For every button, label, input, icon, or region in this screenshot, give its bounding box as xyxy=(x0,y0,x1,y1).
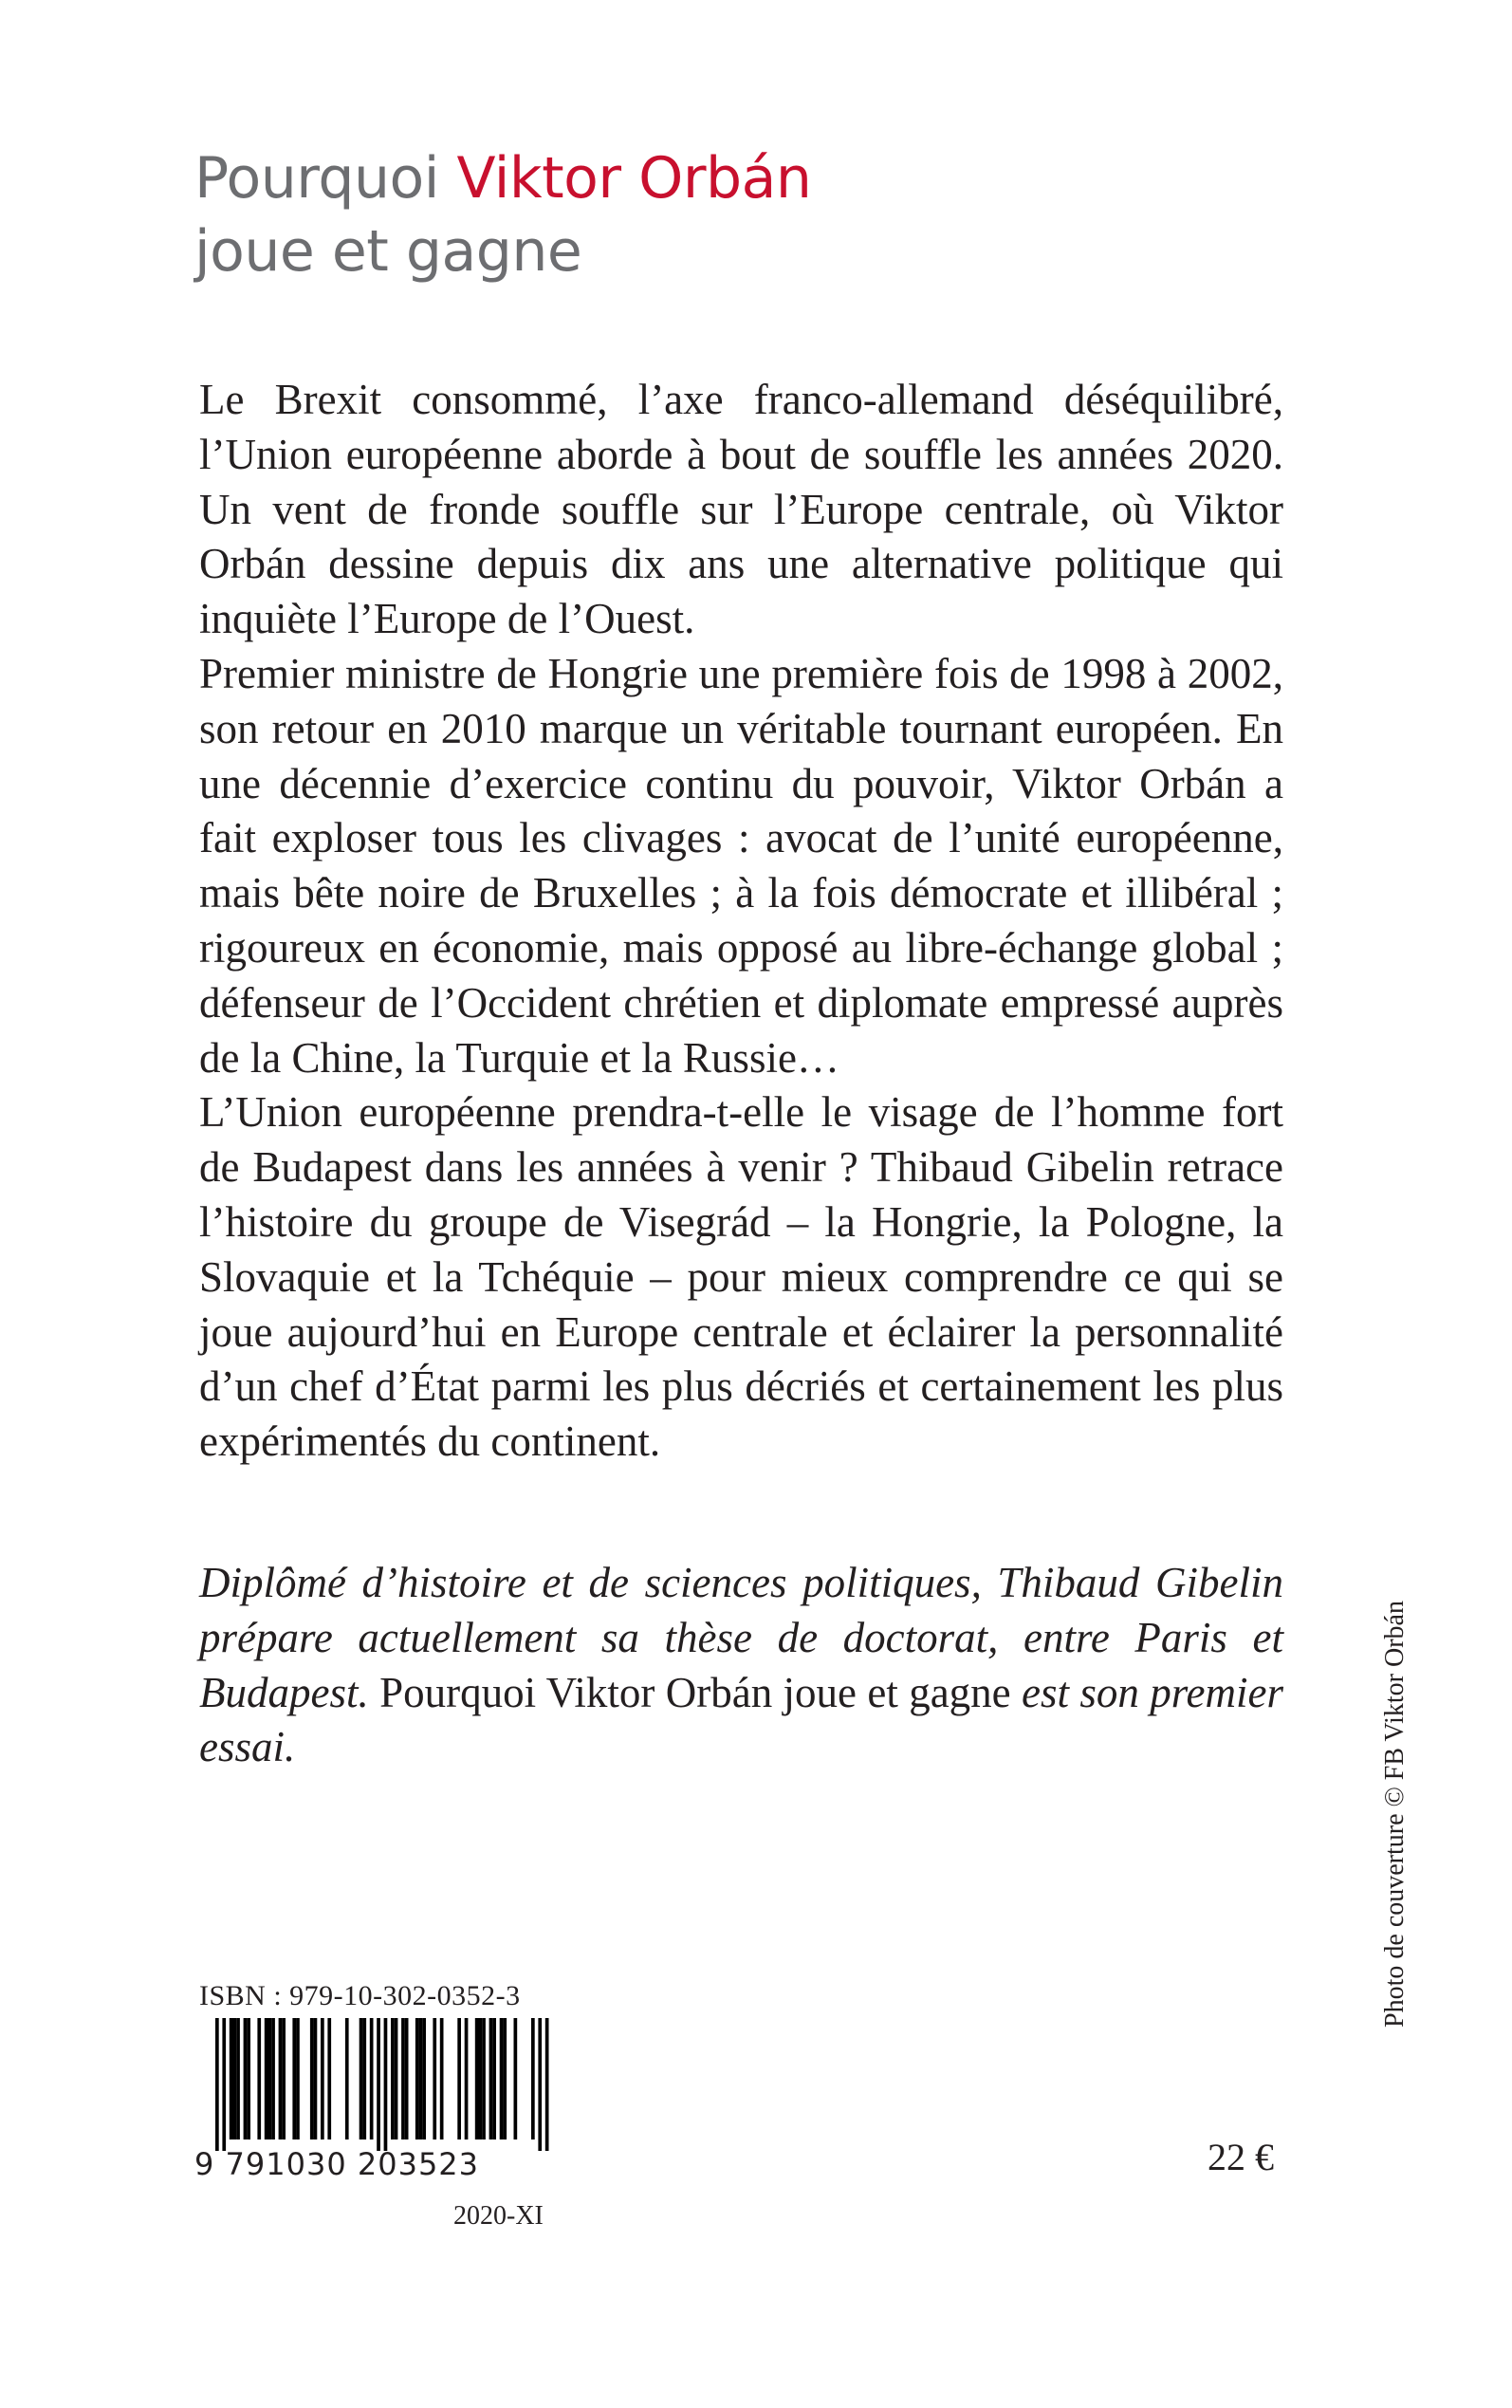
barcode-bar xyxy=(457,2018,461,2139)
photo-credit-text: Photo de couverture © FB Viktor Orbán xyxy=(1380,1601,1410,2028)
author-bio xyxy=(199,1556,1283,1775)
barcode-bar xyxy=(310,2018,314,2139)
barcode-bar xyxy=(492,2018,496,2139)
barcode-bar xyxy=(538,2018,542,2151)
blurb-paragraph-1: Le Brexit consommé, l’axe franco-allemand déséquilibré, l’Union européenne aborde à bout de souffle les années 2020. Un vent de fronde souffle sur l’Europe centrale, où Viktor Orbán dessine depuis dix ans une alternative politique qui inquiète l’Europe de l’Ouest. xyxy=(199,376,1283,643)
barcode-bar xyxy=(360,2018,363,2139)
barcode-bar xyxy=(514,2018,518,2139)
barcode-bar xyxy=(479,2018,483,2139)
barcode-bar xyxy=(236,2018,240,2139)
bio-italic-1: Diplômé d’histoire et de sciences politiques, Thibaud Gibelin prépare actuellement sa thèse de doctorat, entre Paris et Budapest. xyxy=(199,1559,1283,1716)
barcode-bar xyxy=(362,2018,366,2139)
bio-italic-2: est son premier essai. xyxy=(199,1668,1283,1771)
barcode-bar xyxy=(465,2018,469,2139)
barcode-bar xyxy=(531,2018,535,2139)
title-part1: Pourquoi xyxy=(194,145,457,212)
title-part2: joue et gagne xyxy=(194,218,582,285)
barcode-bar xyxy=(391,2018,395,2139)
barcode-bar xyxy=(268,2018,272,2139)
barcode-digits: 9 791030 203523 xyxy=(194,2146,480,2182)
barcode-bar xyxy=(265,2018,268,2139)
title-name: Viktor Orbán xyxy=(456,145,812,212)
barcode-bar xyxy=(545,2018,549,2151)
barcode-bar xyxy=(482,2018,486,2139)
barcode-bar xyxy=(370,2018,374,2139)
book-title xyxy=(194,142,1333,288)
barcode-bar xyxy=(415,2018,419,2139)
barcode-bar xyxy=(440,2018,444,2139)
barcode-bar xyxy=(327,2018,331,2139)
barcode-bar xyxy=(405,2018,409,2139)
barcode-bar xyxy=(296,2018,300,2139)
barcode-bar xyxy=(271,2018,275,2139)
barcode-bar xyxy=(244,2018,248,2139)
barcode-bar xyxy=(500,2018,504,2139)
barcode-bar xyxy=(489,2018,493,2139)
barcode-graphic xyxy=(194,2018,574,2151)
blurb-paragraph-2: Premier ministre de Hongrie une première fois de 1998 à 2002, son retour en 2010 marque un véritable tournant européen. En une décennie d’exercice continu du pouvoir, Viktor Orbán a fait exploser tous les clivages : avocat de l’unité européenne, mais bête noire de Bruxelles ; à la fois démocrate et illibéral ; rigoureux en économie, mais opposé au libre-échange global ; défenseur de l’Occident chrétien et diplomate empressé auprès de la Chine, la Turquie et la Russie… xyxy=(199,649,1283,1082)
barcode-bar xyxy=(475,2018,479,2139)
barcode-bar xyxy=(422,2018,426,2139)
barcode-bar xyxy=(433,2018,436,2139)
barcode-bar xyxy=(222,2018,226,2151)
edition-code: 2020-XI xyxy=(453,2201,544,2231)
barcode-bar xyxy=(279,2018,283,2139)
barcode-bar xyxy=(401,2018,405,2139)
barcode-bar xyxy=(419,2018,423,2139)
barcode-bar xyxy=(503,2018,507,2139)
barcode xyxy=(194,2018,574,2156)
barcode-bar xyxy=(247,2018,250,2139)
barcode-bar xyxy=(282,2018,286,2139)
barcode-bar xyxy=(215,2018,219,2151)
bio-book-title: Pourquoi Viktor Orbán joue et gagne xyxy=(368,1668,1022,1716)
isbn-label: ISBN : 979-10-302-0352-3 xyxy=(199,1980,521,2011)
barcode-bar xyxy=(292,2018,296,2139)
barcode-bar xyxy=(257,2018,261,2139)
blurb xyxy=(199,373,1283,1470)
blurb-paragraph-3: L’Union européenne prendra-t-elle le visage de l’homme fort de Budapest dans les années à venir ? Thibaud Gibelin retrace l’histoire du groupe de Visegrád – la Hongrie, la Pologne, la Slovaquie et la Tchéquie – pour mieux comprendre ce qui se joue aujourd’hui en Europe centrale et éclairer la personnalité d’un chef d’État parmi les plus décriés et certainement les plus expérimentés du continent. xyxy=(199,1088,1283,1466)
barcode-bar xyxy=(384,2018,388,2151)
barcode-bar xyxy=(395,2018,398,2139)
barcode-bar xyxy=(377,2018,380,2151)
barcode-bar xyxy=(345,2018,349,2139)
barcode-bar xyxy=(314,2018,318,2139)
barcode-bar xyxy=(233,2018,237,2139)
price: 22 € xyxy=(1208,2136,1274,2178)
barcode-bar xyxy=(321,2018,324,2139)
barcode-bar xyxy=(230,2018,233,2139)
